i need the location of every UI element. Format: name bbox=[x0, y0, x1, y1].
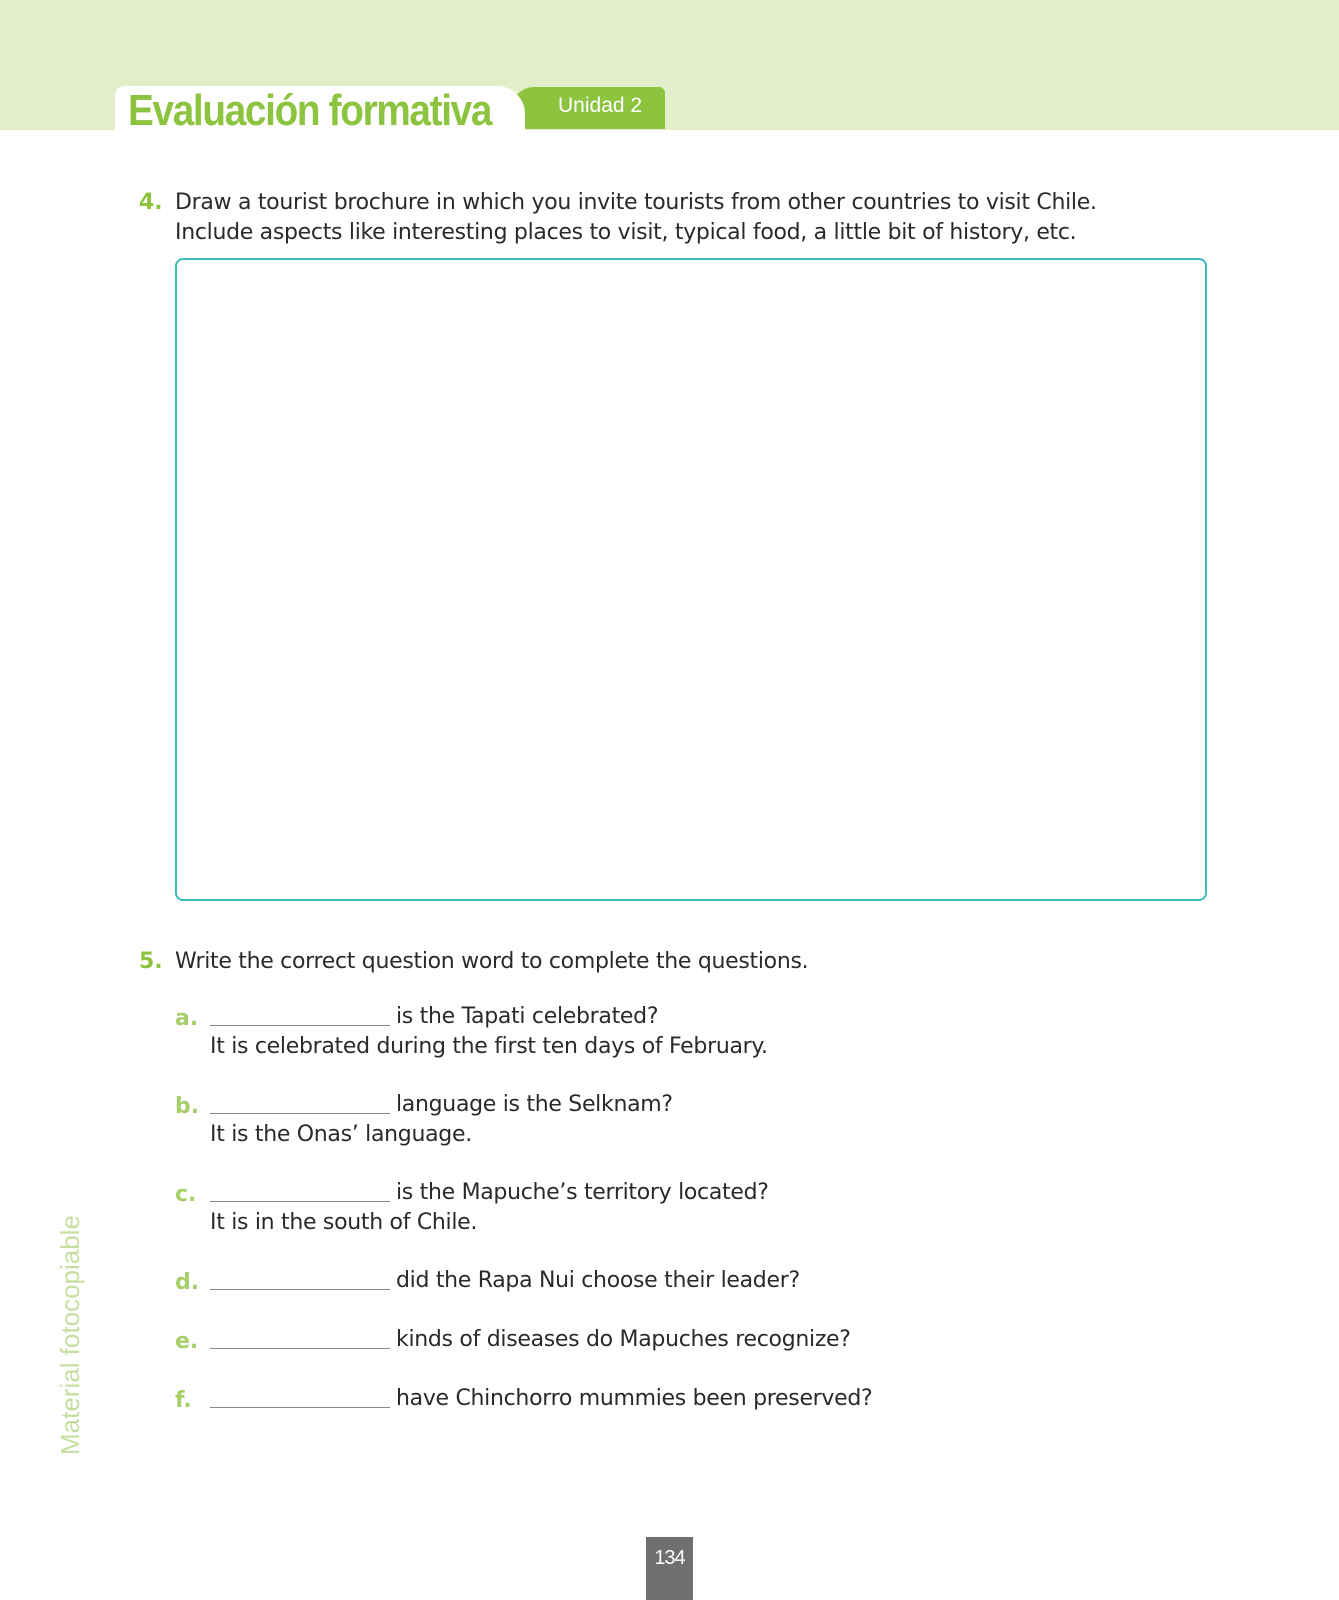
item-b-question: language is the Selknam? bbox=[396, 1092, 673, 1117]
question-5-number: 5. bbox=[139, 949, 163, 974]
item-b-blank[interactable] bbox=[210, 1113, 390, 1114]
brochure-drawing-area[interactable] bbox=[175, 258, 1207, 901]
item-a-question: is the Tapati celebrated? bbox=[396, 1004, 659, 1029]
item-b-answer: It is the Onas’ language. bbox=[210, 1122, 472, 1147]
item-e-question: kinds of diseases do Mapuches recognize? bbox=[396, 1327, 851, 1352]
page-title: Evaluación formativa bbox=[128, 86, 492, 135]
item-d-blank[interactable] bbox=[210, 1289, 390, 1290]
item-d-question: did the Rapa Nui choose their leader? bbox=[396, 1268, 800, 1293]
item-e-blank[interactable] bbox=[210, 1348, 390, 1349]
item-c-letter: c. bbox=[175, 1182, 197, 1207]
item-f-question: have Chinchorro mummies been preserved? bbox=[396, 1386, 873, 1411]
item-c-blank[interactable] bbox=[210, 1201, 390, 1202]
question-4-line-1: Draw a tourist brochure in which you invite tourists from other countries to visit Chile. bbox=[175, 190, 1097, 215]
item-a-blank[interactable] bbox=[210, 1025, 390, 1026]
unit-label: Unidad 2 bbox=[558, 94, 643, 117]
page-number: 134 bbox=[654, 1547, 685, 1569]
item-f-blank[interactable] bbox=[210, 1407, 390, 1408]
item-c-answer: It is in the south of Chile. bbox=[210, 1210, 478, 1235]
item-c-question: is the Mapuche’s territory located? bbox=[396, 1180, 769, 1205]
item-d-letter: d. bbox=[175, 1270, 200, 1295]
item-b-letter: b. bbox=[175, 1094, 200, 1119]
item-f-letter: f. bbox=[175, 1388, 192, 1413]
question-5-instruction: Write the correct question word to complete the questions. bbox=[175, 949, 809, 974]
item-a-answer: It is celebrated during the first ten days of February. bbox=[210, 1034, 768, 1059]
question-4-number: 4. bbox=[139, 190, 163, 215]
item-e-letter: e. bbox=[175, 1329, 199, 1354]
side-label: Material fotocopiable bbox=[55, 1215, 85, 1455]
question-4-line-2: Include aspects like interesting places to visit, typical food, a little bit of history, etc. bbox=[175, 220, 1077, 245]
item-a-letter: a. bbox=[175, 1006, 199, 1031]
